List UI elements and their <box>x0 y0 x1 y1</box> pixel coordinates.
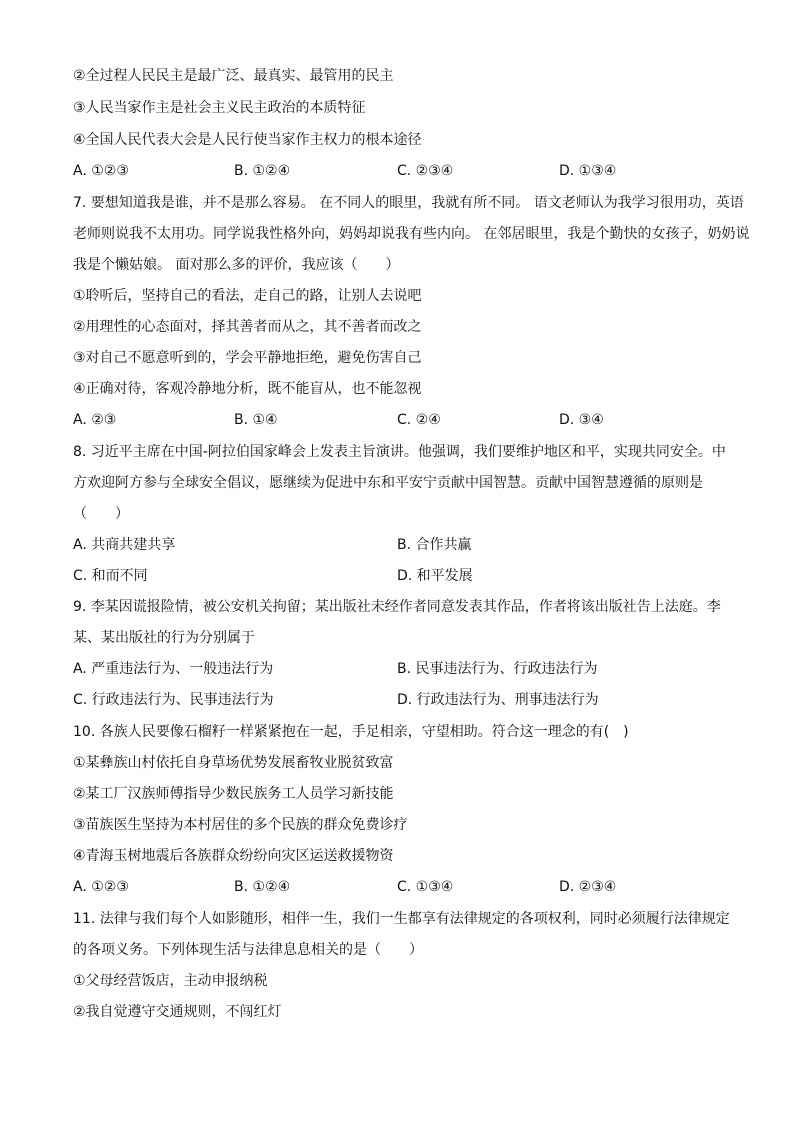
q8-stem-line-2: 方欢迎阿方参与全球安全倡议，愿继续为促进中东和平安宁贡献中国智慧。贡献中国智慧遵循的原则是 <box>73 475 703 491</box>
q9-option-a[interactable]: A. 严重违法行为、一般违法行为 <box>73 661 274 677</box>
q9-stem-line-1: 9. 李某因谎报险情，被公安机关拘留；某出版社未经作者同意发表其作品，作者将该出版社告上法庭。李 <box>73 599 721 615</box>
q7-item-2: ②用理性的心态面对，择其善者而从之，其不善者而改之 <box>73 319 422 335</box>
q10-stem-line-1: 10. 各族人民要像石榴籽一样紧紧抱在一起，手足相亲，守望相助。符合这一理念的有( ) <box>73 724 629 740</box>
q10-item-3: ③苗族医生坚持为本村居住的多个民族的群众免费诊疗 <box>73 817 408 833</box>
q7-option-a[interactable]: A. ②③ <box>73 412 117 428</box>
q7-option-c[interactable]: C. ②④ <box>397 412 441 428</box>
q8-option-a[interactable]: A. 共商共建共享 <box>73 537 176 553</box>
q6-item-4: ④全国人民代表大会是人民行使当家作主权力的根本途径 <box>73 132 422 148</box>
q7-stem-line-3: 我是个懒姑娘。 面对那么多的评价，我应该（ ） <box>73 257 400 273</box>
q8-stem-line-3: （ ） <box>73 506 129 522</box>
q10-item-2: ②某工厂汉族师傅指导少数民族务工人员学习新技能 <box>73 786 394 802</box>
q8-option-d[interactable]: D. 和平发展 <box>397 568 473 584</box>
q11-stem-line-1: 11. 法律与我们每个人如影随形，相伴一生，我们一生都享有法律规定的各项权利，同时必须履行法律规定 <box>73 911 730 927</box>
q9-option-d[interactable]: D. 行政违法行为、刑事违法行为 <box>397 692 599 708</box>
q11-item-1: ①父母经营饭店，主动申报纳税 <box>73 973 268 989</box>
q7-item-1: ①聆听后，坚持自己的看法，走自己的路，让别人去说吧 <box>73 288 422 304</box>
q10-item-4: ④青海玉树地震后各族群众纷纷向灾区运送救援物资 <box>73 848 394 864</box>
q7-option-b[interactable]: B. ①④ <box>234 412 278 428</box>
q10-item-1: ①某彝族山村依托自身草场优势发展畜牧业脱贫致富 <box>73 755 394 771</box>
q6-option-b[interactable]: B. ①②④ <box>234 163 291 179</box>
q6-item-2: ②全过程人民民主是最广泛、最真实、最管用的民主 <box>73 68 394 84</box>
q11-stem-line-2: 的各项义务。下列体现生活与法律息息相关的是（ ） <box>73 942 423 958</box>
q8-option-b[interactable]: B. 合作共赢 <box>397 537 472 553</box>
q10-option-c[interactable]: C. ①③④ <box>397 879 454 895</box>
q7-option-d[interactable]: D. ③④ <box>559 412 604 428</box>
q6-option-a[interactable]: A. ①②③ <box>73 163 129 179</box>
q7-stem-line-2: 老师则说我不太用功。同学说我性格外向，妈妈却说我有些内向。 在邻居眼里，我是个勤快的女孩子，奶奶说 <box>73 226 750 242</box>
q6-item-3: ③人民当家作主是社会主义民主政治的本质特征 <box>73 100 366 116</box>
q10-option-a[interactable]: A. ①②③ <box>73 879 129 895</box>
q7-item-3: ③对自己不愿意听到的，学会平静地拒绝，避免伤害自己 <box>73 350 422 366</box>
q7-stem-line-1: 7. 要想知道我是谁，并不是那么容易。 在不同人的眼里，我就有所不同。 语文老师认为我学习很用功，英语 <box>73 195 744 211</box>
q9-option-b[interactable]: B. 民事违法行为、行政违法行为 <box>397 661 598 677</box>
q6-option-c[interactable]: C. ②③④ <box>397 163 454 179</box>
q8-stem-line-1: 8. 习近平主席在中国-阿拉伯国家峰会上发表主旨演讲。他强调，我们要维护地区和平，实现共同安全。中 <box>73 444 726 460</box>
q9-option-c[interactable]: C. 行政违法行为、民事违法行为 <box>73 692 274 708</box>
q10-option-b[interactable]: B. ①②④ <box>234 879 291 895</box>
q6-option-d[interactable]: D. ①③④ <box>559 163 617 179</box>
q7-item-4: ④正确对待，客观冷静地分析，既不能盲从，也不能忽视 <box>73 381 422 397</box>
q10-option-d[interactable]: D. ②③④ <box>559 879 617 895</box>
q9-stem-line-2: 某、某出版社的行为分别属于 <box>73 630 255 646</box>
q8-option-c[interactable]: C. 和而不同 <box>73 568 148 584</box>
q11-item-2: ②我自觉遵守交通规则，不闯红灯 <box>73 1004 282 1020</box>
